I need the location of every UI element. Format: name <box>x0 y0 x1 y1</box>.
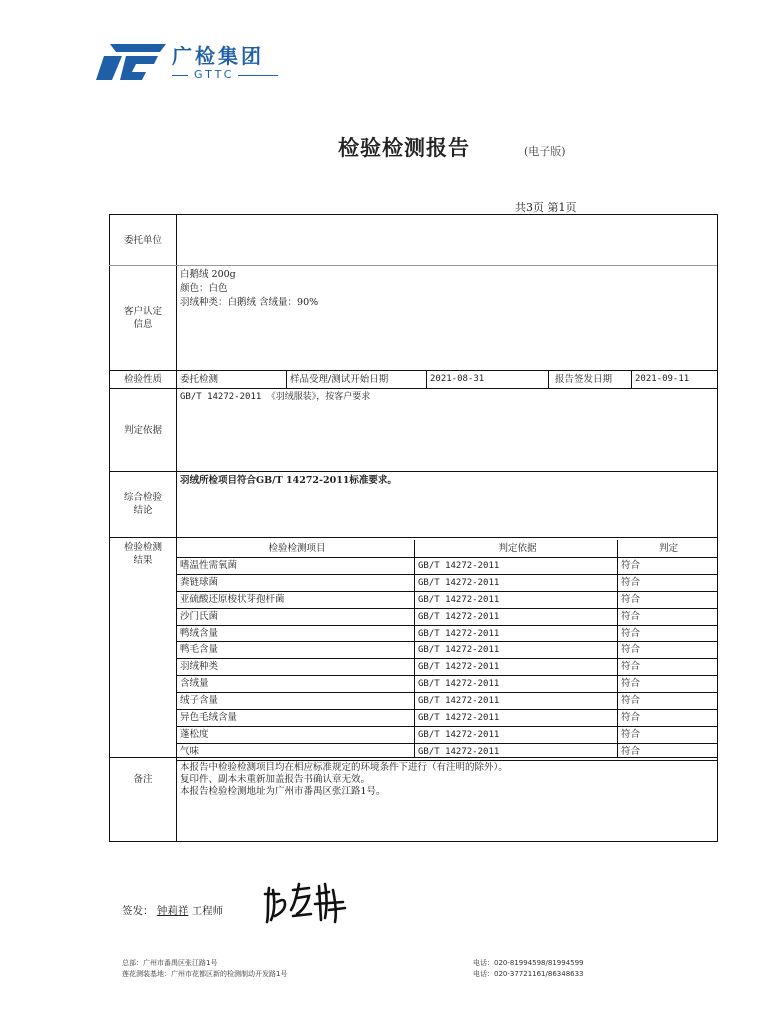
results-label-line: 检验检测 <box>123 542 162 553</box>
results-label-line: 结果 <box>133 555 153 566</box>
results-cell: GB/T 14272-2011 <box>418 611 500 622</box>
cell-divider <box>286 370 287 388</box>
signer-title: 工程师 <box>191 905 224 917</box>
results-cell: 符合 <box>621 576 641 588</box>
cell-divider <box>426 370 427 388</box>
results-cell: 符合 <box>621 559 641 571</box>
conclusion-label <box>110 491 176 517</box>
handwritten-signature <box>263 880 347 926</box>
remarks-line: 复印件、副本未重新加盖报告书确认章无效。 <box>180 774 371 785</box>
edition-label: (电子版) <box>524 145 566 158</box>
remarks-line: 本报告中检验检测项目均在相应标准规定的环境条件下进行（有注明的除外）。 <box>180 762 508 773</box>
results-cell: GB/T 14272-2011 <box>418 746 500 757</box>
results-cell: 亚硫酸还原梭状芽孢杆菌 <box>180 593 285 605</box>
company-name-cn: 广检集团 <box>172 44 264 68</box>
results-cell: 绒子含量 <box>180 695 219 707</box>
report-title: 检验检测报告 <box>338 136 470 160</box>
remarks-line: 本报告检验检测地址为广州市番禺区张江路1号。 <box>180 786 386 797</box>
page-info: 共3页 第1页 <box>515 201 577 214</box>
results-label <box>110 541 176 567</box>
results-cell: 符合 <box>621 610 641 622</box>
results-cell: 鸭绒含量 <box>180 627 219 639</box>
results-cell: 嗜温性需氧菌 <box>180 559 238 571</box>
results-header-cell: 检验检测项目 <box>268 543 326 554</box>
results-cell: 符合 <box>621 745 641 757</box>
cell-divider <box>631 370 632 388</box>
results-header-cell: 判定依据 <box>498 543 537 554</box>
results-cell: GB/T 14272-2011 <box>418 645 500 656</box>
label-column-divider <box>176 214 177 841</box>
row-divider <box>109 388 717 389</box>
customer-info-line: 白鹅绒 200g <box>180 269 236 280</box>
results-column-divider <box>617 540 618 757</box>
results-cell: 蓬松度 <box>180 728 209 740</box>
company-name-en: GTTC <box>194 68 235 81</box>
issue-date-label: 报告签发日期 <box>555 374 613 385</box>
customer-info-line: 颜色：白色 <box>180 283 228 294</box>
results-cell: 异色毛绒含量 <box>180 712 238 723</box>
results-cell: 含绒量 <box>180 678 209 690</box>
issue-date-value: 2021-09-11 <box>635 374 690 384</box>
logo-divider <box>238 75 278 76</box>
results-cell: GB/T 14272-2011 <box>418 696 500 707</box>
results-cell: GB/T 14272-2011 <box>418 662 500 673</box>
results-cell: GB/T 14272-2011 <box>418 679 500 690</box>
logo-divider <box>172 75 188 76</box>
results-cell: GB/T 14272-2011 <box>418 577 500 588</box>
results-cell: 符合 <box>621 728 641 740</box>
results-cell: GB/T 14272-2011 <box>418 594 500 605</box>
row-divider <box>109 537 717 538</box>
sign-label: 签发： <box>122 905 154 917</box>
row-divider <box>109 471 717 472</box>
results-cell: 鸭毛含量 <box>180 644 219 656</box>
results-cell: 气味 <box>180 745 200 757</box>
customer-info-label-line: 信息 <box>133 319 153 330</box>
results-cell: GB/T 14272-2011 <box>418 560 500 571</box>
conclusion-label-line: 综合检验 <box>123 492 162 503</box>
receipt-date-value: 2021-08-31 <box>430 374 485 384</box>
customer-info-label-line: 客户认定 <box>123 306 162 317</box>
results-cell: GB/T 14272-2011 <box>418 628 500 639</box>
results-cell: 符合 <box>621 678 641 690</box>
footer-phone: 电话：020-81994598/81994599 <box>473 959 584 967</box>
nature-value: 委托检测 <box>180 374 219 385</box>
results-cell: 符合 <box>621 644 641 656</box>
results-cell: 符合 <box>621 661 641 673</box>
customer-info-line: 羽绒种类：白鹅绒 含绒量：90% <box>180 297 319 308</box>
footer-address: 总部：广州市番禺区张江路1号 <box>122 959 218 967</box>
gttc-logo-mark <box>96 38 170 86</box>
row-divider <box>109 265 717 266</box>
receipt-date-label: 样品受理/测试开始日期 <box>290 374 389 385</box>
signature-line <box>122 903 223 918</box>
row-divider <box>109 370 717 371</box>
nature-label: 检验性质 <box>123 374 162 385</box>
remarks-label: 备注 <box>133 774 153 785</box>
client-label: 委托单位 <box>123 235 162 246</box>
basis-label: 判定依据 <box>123 425 162 436</box>
results-cell: 粪链球菌 <box>180 576 219 588</box>
footer-address: 莲花测装基地：广州市花都区新的检测制动开发路1号 <box>122 970 288 978</box>
results-cell: GB/T 14272-2011 <box>418 729 500 740</box>
results-cell: GB/T 14272-2011 <box>418 713 500 723</box>
results-cell: 羽绒种类 <box>180 661 219 673</box>
conclusion-value: 羽绒所检项目符合GB/T 14272-2011标准要求。 <box>180 475 397 486</box>
footer-phone: 电话：020-37721161/86348633 <box>473 970 584 978</box>
conclusion-label-line: 结论 <box>133 505 153 516</box>
customer-info-label <box>110 305 176 331</box>
results-cell: 符合 <box>621 712 641 723</box>
results-cell: 沙门氏菌 <box>180 610 219 622</box>
results-cell: 符合 <box>621 593 641 605</box>
basis-value: GB/T 14272-2011 《羽绒服装》，按客户要求 <box>180 392 371 402</box>
results-header-cell: 判定 <box>658 543 678 554</box>
results-cell: 符合 <box>621 627 641 639</box>
cell-divider <box>548 370 549 388</box>
results-column-divider <box>414 540 415 757</box>
signer-name: 钟莉祥 <box>156 905 189 917</box>
results-cell: 符合 <box>621 695 641 707</box>
